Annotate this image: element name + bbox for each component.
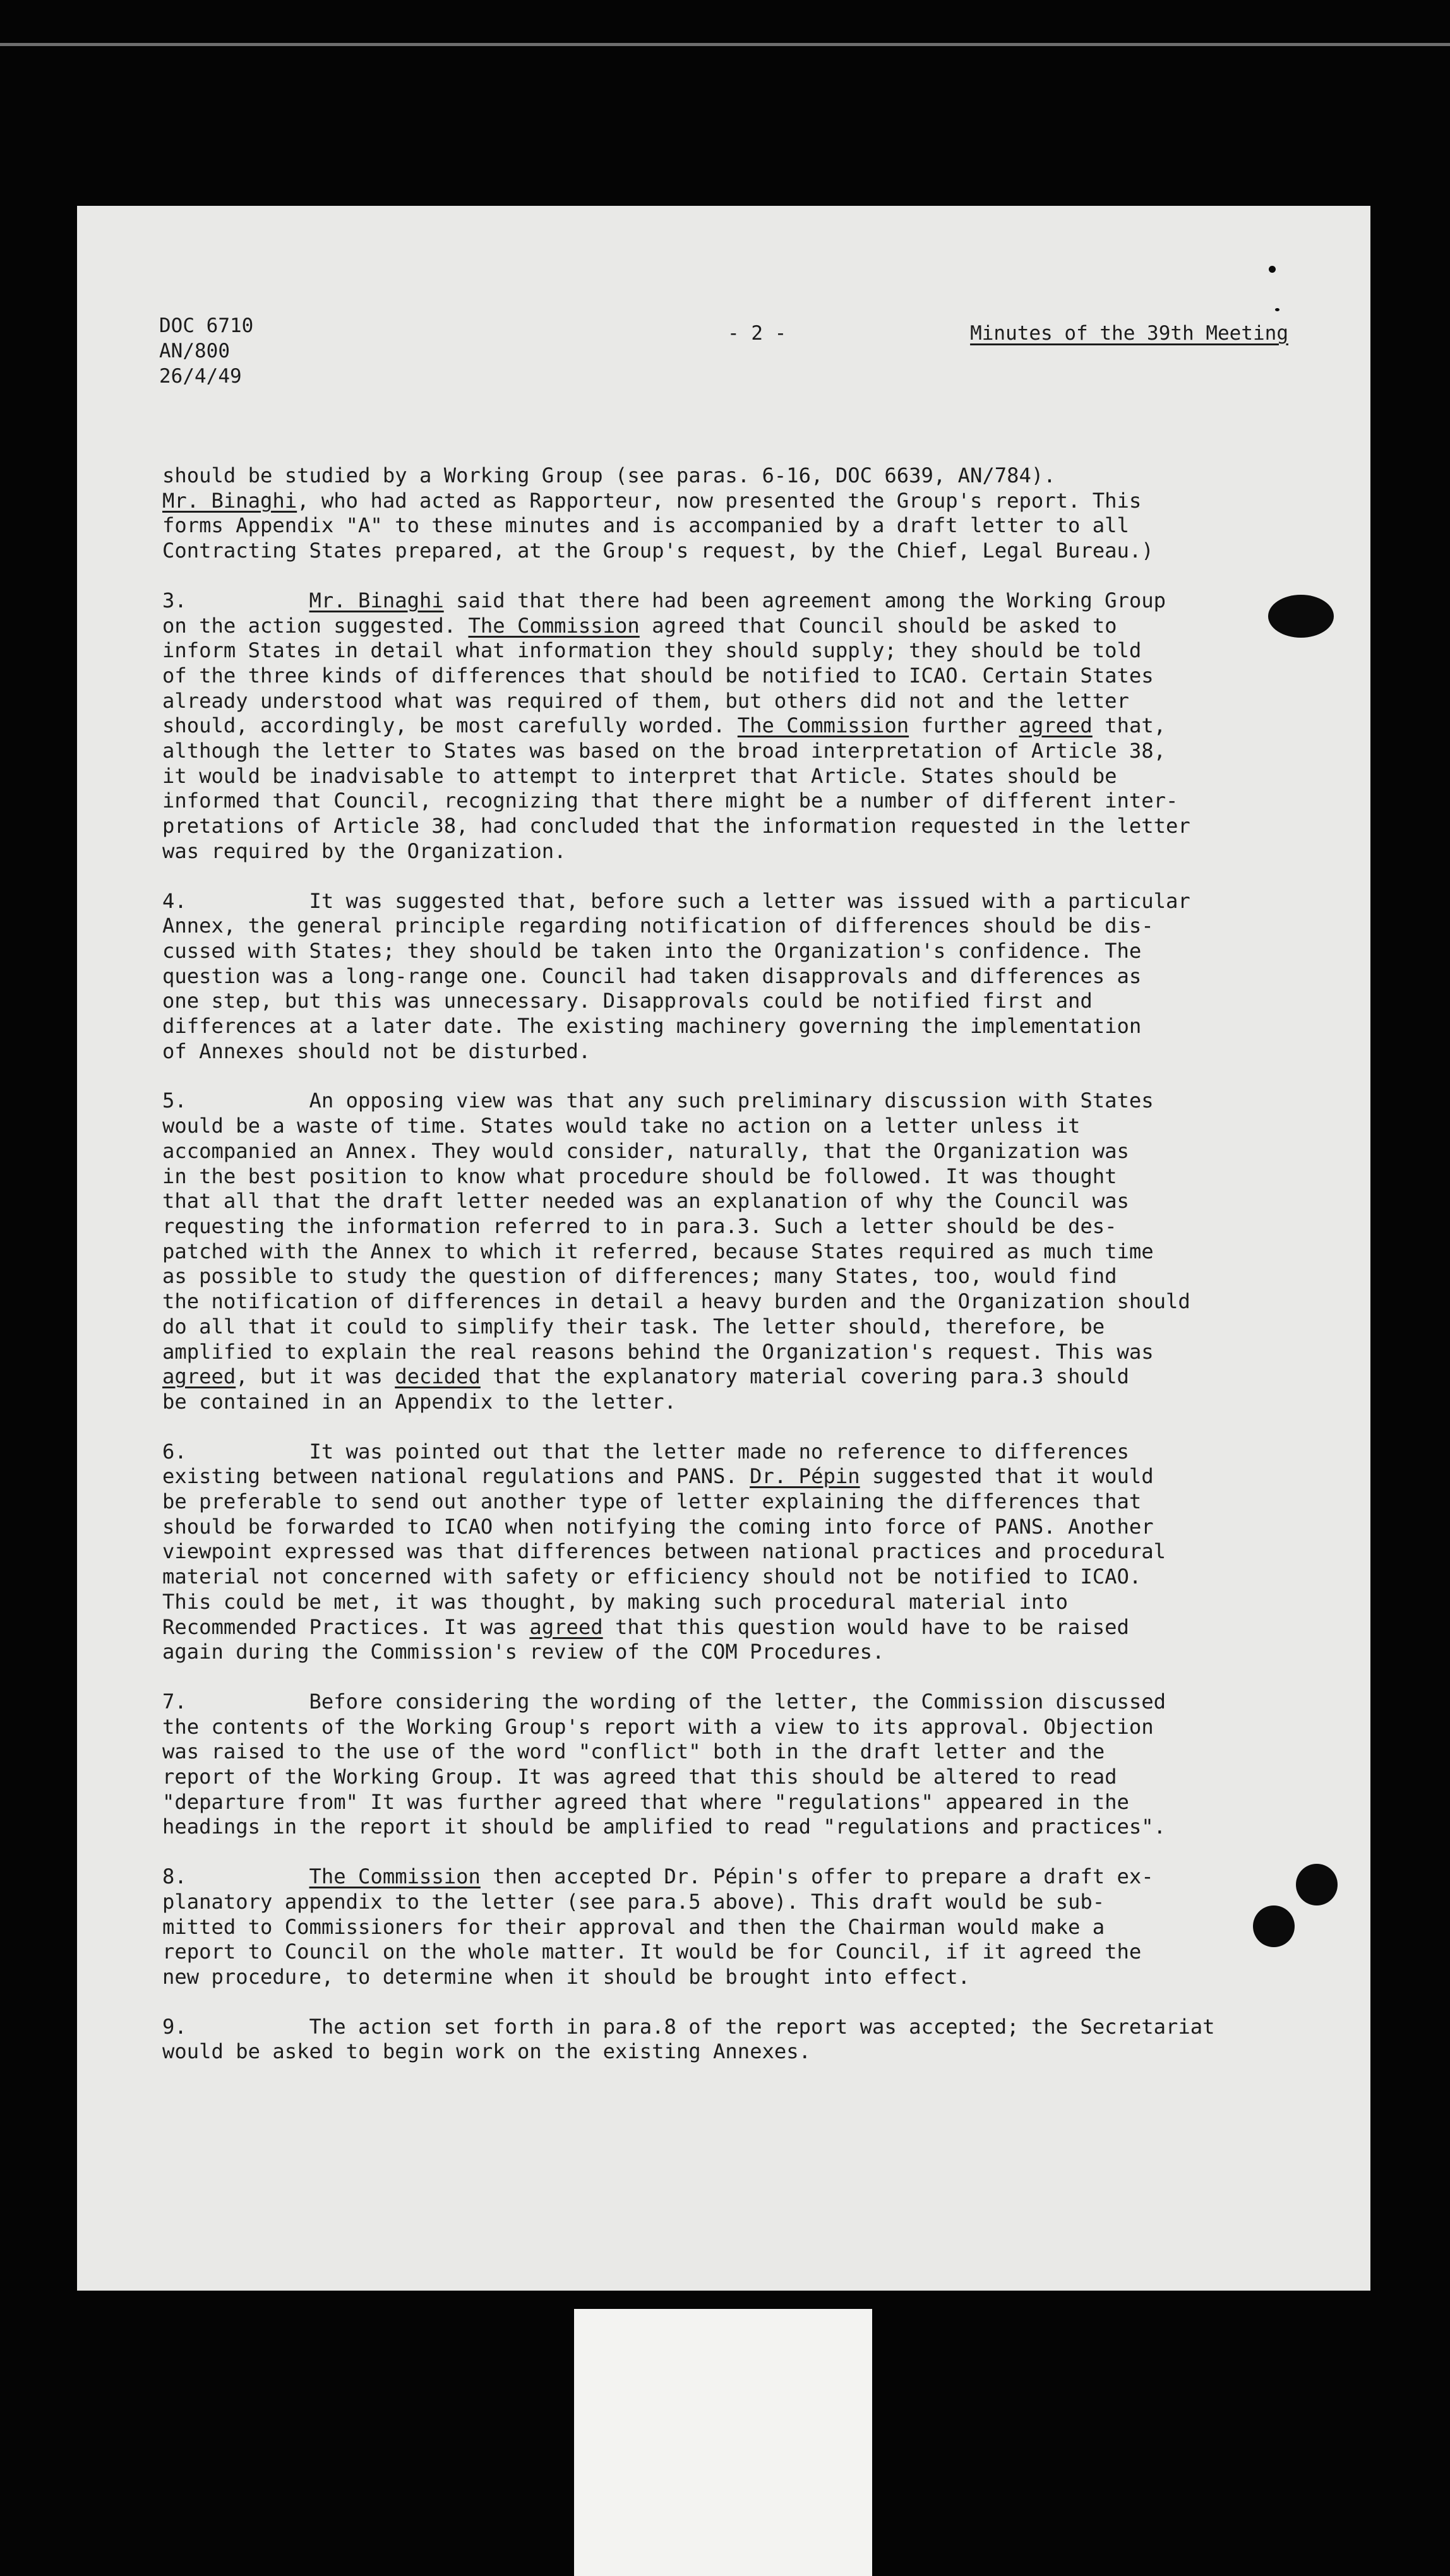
- speaker-name: Dr. Pépin: [750, 1464, 860, 1489]
- page-header: [159, 313, 1288, 395]
- document-reference: [159, 313, 253, 389]
- paragraph-4: 4. It was suggested that, before such a letter was issued with a particular Annex, the general principle regarding notification of differences should be dis- cussed with States; they should be taken into the Organization's confidence. The question was a long-range one. Council had taken disapprovals and differences as one step, but this was unnecessary. Disapprovals could be notified first and differences at a later date. The existing machinery governing the implementation of Annexes should not be disturbed.: [162, 888, 1190, 1063]
- speaker-name: Mr. Binaghi: [309, 588, 444, 612]
- paragraph-7: 7. Before considering the wording of the letter, the Commission discussed the contents of the Working Group's report with a view to its approval. Objection was raised to the use of the word "conflict" both in the draft letter and the report of the Working Group. It was agreed that this should be altered to read "departure from" It was further agreed that where "regulations" appeared in the headings in the report it should be amplified to read "regulations and practices".: [162, 1689, 1166, 1839]
- meeting-title: Minutes of the 39th Meeting: [970, 322, 1288, 345]
- document-body: [162, 463, 1315, 2065]
- ink-spot: [1275, 308, 1279, 311]
- an-number: AN/800: [159, 340, 230, 362]
- speaker-name: Mr. Binaghi: [162, 488, 297, 513]
- doc-number: DOC 6710: [159, 314, 254, 337]
- paragraph-5: 5. An opposing view was that any such preliminary discussion with States would be a waste of time. States would take no action on a letter unless it accompanied an Annex. They would consider, naturally, that the Organization was in the best position to know what procedure should be followed. It was thought that all that the draft letter needed was an explanation of why the Council was requesting the information referred to in para.3. Such a letter should be des- patched with the Annex to which it referred, because States required as much time as possible to study the question of differences; many States, too, would find the notification of differences in detail a heavy burden and the Organization should do all that it could to simplify their task. The letter should, therefore, be amplified to explain the real reasons behind the Organization's request. This was agreed, but it was decided that the explanatory material covering para.3 should be contained in an Appendix to the letter.: [162, 1088, 1190, 1414]
- paragraph-intro: should be studied by a Working Group (see paras. 6-16, DOC 6639, AN/784). Mr. Binaghi, who had acted as Rapporteur, now presented the Group's report. This forms Appendix "A" to these minutes and is accompanied by a draft letter to all Contracting States prepared, at the Group's request, by the Chief, Legal Bureau.): [162, 463, 1154, 563]
- paragraph-3: 3. Mr. Binaghi said that there had been agreement among the Working Group on the action suggested. The Commission agreed that Council should be asked to inform States in detail what information they should supply; they should be told of the three kinds of differences that should be notified to ICAO. Certain States already understood what was required of them, but others did not and the letter should, accordingly, be most carefully worded. The Commission further agreed that, although the letter to States was based on the broad interpretation of Article 38, it would be inadvisable to attempt to interpret that Article. States should be informed that Council, recognizing that there might be a number of different inter- pretations of Article 38, had concluded that the information requested in the letter was required by the Organization.: [162, 588, 1190, 863]
- paragraph-9: 9. The action set forth in para.8 of the report was accepted; the Secretariat would be asked to begin work on the existing Annexes.: [162, 2014, 1215, 2064]
- paragraph-6: 6. It was pointed out that the letter made no reference to differences existing between national regulations and PANS. Dr. Pépin suggested that it would be preferable to send out another type of letter explaining the differences that should be forwarded to ICAO when notifying the coming into force of PANS. Another viewpoint expressed was that differences between national practices and procedural material not concerned with safety or efficiency should not be notified to ICAO. This could be met, it was thought, by making such procedural material into Recommended Practices. It was agreed that this question would have to be raised again during the Commission's review of the COM Procedures.: [162, 1439, 1166, 1664]
- ink-spot: [1269, 266, 1276, 273]
- document-page: [77, 206, 1370, 2291]
- doc-date: 26/4/49: [159, 365, 242, 388]
- page-number: - 2 -: [728, 322, 787, 345]
- blank-target-card: [574, 2309, 872, 2576]
- scan-edge-line: [0, 43, 1450, 46]
- paragraph-8: 8. The Commission then accepted Dr. Pépin's offer to prepare a draft ex- planatory appendix to the letter (see para.5 above). This draft would be sub- mitted to Commissioners for their approval and then the Chairman would make a report to Council on the whole matter. It would be for Council, if it agreed the new procedure, to determine when it should be brought into effect.: [162, 1864, 1154, 1989]
